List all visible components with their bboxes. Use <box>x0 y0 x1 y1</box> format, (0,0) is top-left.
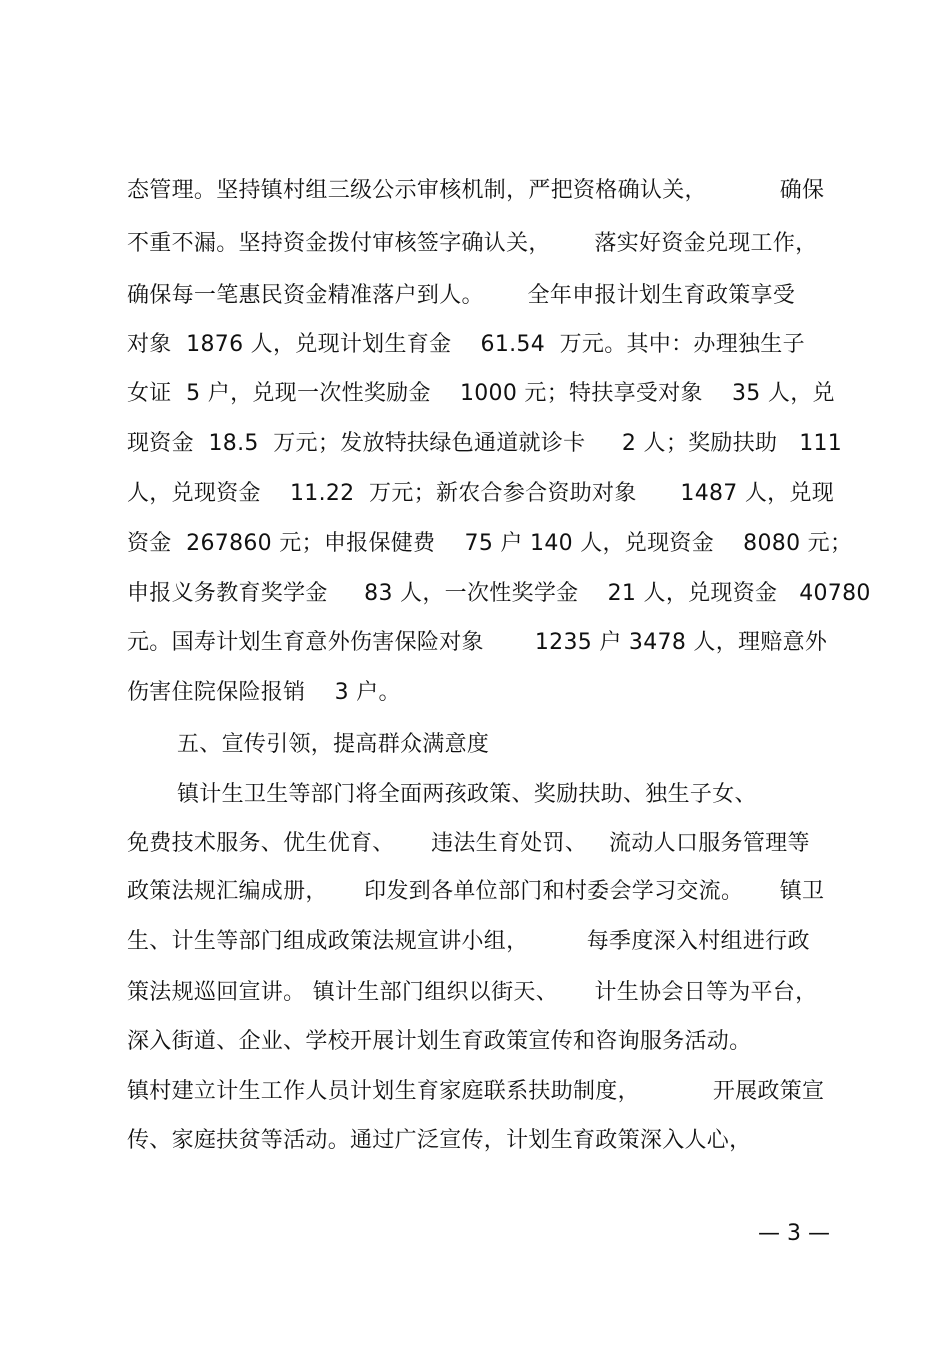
text-line: 传、家庭扶贫等活动。通过广泛宣传，计划生育政策深入人心， <box>127 1128 752 1153</box>
text-line: 对象 1876 人，兑现计划生育金 61.54 万元。其中：办理独生子 <box>127 332 805 357</box>
paragraph-first-line: 镇计生卫生等部门将全面两孩政策、奖励扶助、独生子女、 <box>177 782 757 807</box>
page-number: — 3 — <box>758 1221 830 1246</box>
text-line: 资金 267860 元；申报保健费 75 户 140 人，兑现资金 8080 元； <box>127 531 853 556</box>
text-line: 策法规巡回宣讲。 镇计生部门组织以街天、 计生协会日等为平台， <box>127 980 818 1005</box>
section-heading: 五、宣传引领，提高群众满意度 <box>177 732 490 757</box>
text-line: 人，兑现资金 11.22 万元；新农合参合资助对象 1487 人，兑现 <box>127 481 835 506</box>
text-line: 伤害住院保险报销 3 户。 <box>127 680 401 705</box>
text-line: 不重不漏。坚持资金拨付审核签字确认关， 落实好资金兑现工作， <box>127 231 818 256</box>
text-line: 深入街道、企业、学校开展计划生育政策宣传和咨询服务活动。 <box>127 1029 752 1054</box>
text-line: 现资金 18.5 万元；发放特扶绿色通道就诊卡 2 人；奖励扶助 111 <box>127 431 843 456</box>
text-line: 申报义务教育奖学金 83 人，一次性奖学金 21 人，兑现资金 40780 <box>127 581 871 606</box>
text-line: 态管理。坚持镇村组三级公示审核机制，严把资格确认关， 确保 <box>127 178 825 203</box>
text-line: 政策法规汇编成册， 印发到各单位部门和村委会学习交流。 镇卫 <box>127 879 825 904</box>
text-line: 女证 5 户，兑现一次性奖励金 1000 元；特扶享受对象 35 人，兑 <box>127 381 835 406</box>
text-line: 生、计生等部门组成政策法规宣讲小组， 每季度深入村组进行政 <box>127 929 810 954</box>
text-line: 免费技术服务、优生优育、 违法生育处罚、 流动人口服务管理等 <box>127 831 810 856</box>
text-line: 镇村建立计生工作人员计划生育家庭联系扶助制度， 开展政策宣 <box>127 1079 825 1104</box>
text-line: 元。国寿计划生育意外伤害保险对象 1235 户 3478 人，理赔意外 <box>127 630 828 655</box>
text-line: 确保每一笔惠民资金精准落户到人。 全年申报计划生育政策享受 <box>127 283 796 308</box>
